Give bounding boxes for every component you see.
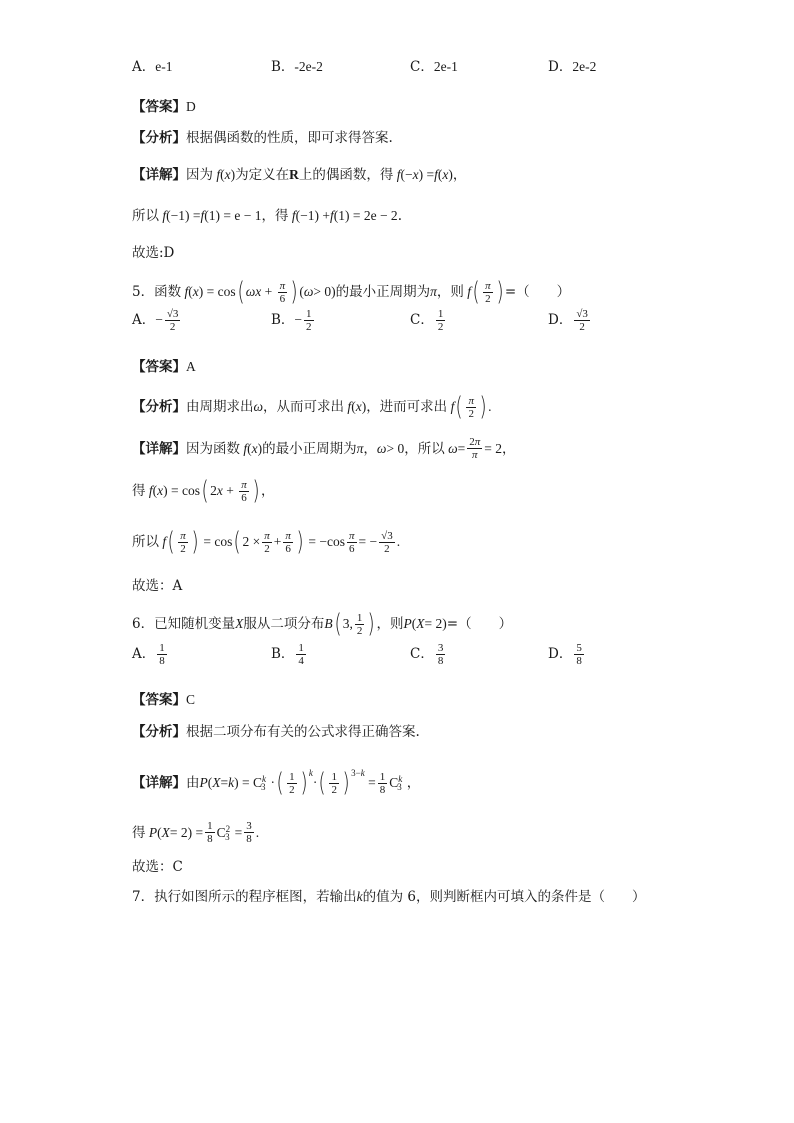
- q6-conclusion: 故选：C: [132, 859, 183, 875]
- q5-detail-line3: 所以 f ( $\frac{\pi}{2}$ ) = cos ( 2 × $\frac{\pi}{2}$ + $\frac{\pi}{6}$ ) = −cos $\frac{\pi}{6}$ = − $\frac{√3}{2}$ .: [132, 527, 401, 557]
- q4-conclusion: 故选:D: [132, 245, 175, 261]
- q6-option-d: D． $\frac{5}{8}$: [548, 641, 582, 667]
- q6-detail: 【详解】 由 P ( X = k ) = C $^k$ $_3$ · ( $\frac{1}{2}$ ) $^k$ · ( $\frac{1}{2}$ ) $^{3-k}$ = $\frac{1}{8}$ C $^k$ $_3$ ，: [132, 768, 421, 798]
- q5-conclusion: 故选：A: [132, 578, 183, 594]
- q5-option-a: A． − $\frac{√3}{2}$: [132, 307, 179, 333]
- q6-stem: 6．已知随机变量 X 服从二项分布 B ( 3, $\frac{1}{2}$ ) ，则 P ( X = 2) =（ ）: [132, 609, 513, 639]
- q6-option-a: A． $\frac{1}{8}$: [132, 641, 165, 667]
- q5-detail: 【详解】 因为函数 f ( x ) 的最小正周期为 π ， ω > 0 ，所以 ω = $\frac{2\pi}{\pi}$ = 2，: [132, 436, 516, 461]
- q6-detail-line2: 得 P ( X = 2) = $\frac{1}{8}$ C $^2$ $_3$ = $\frac{3}{8}$ .: [132, 820, 260, 845]
- q5-option-c: C． $\frac{1}{2}$: [410, 307, 444, 333]
- q4-option-d: D． 2e-2: [548, 59, 597, 75]
- q4-option-c: C． 2e-1: [410, 59, 458, 75]
- q4-detail: 【详解】 因为 f ( x ) 为定义在 R 上的偶函数，得 f (− x ) = f ( x )，: [132, 167, 467, 183]
- q6-option-b: B． $\frac{1}{4}$: [271, 641, 304, 667]
- q6-option-c: C． $\frac{3}{8}$: [410, 641, 444, 667]
- q4-option-b: B． -2e-2: [271, 59, 323, 75]
- q4-analysis: 【分析】 根据偶函数的性质，即可求得答案.: [132, 130, 393, 146]
- q5-option-d: D． $\frac{√3}{2}$: [548, 307, 588, 333]
- q4-detail-line2: 所以 f (−1) = f (1) = e − 1 ，得 f (−1) + f (1) = 2e − 2 .: [132, 208, 402, 224]
- q5-option-b: B． − $\frac{1}{2}$: [271, 307, 312, 333]
- q6-analysis: 【分析】 根据二项分布有关的公式求得正确答案.: [132, 724, 420, 740]
- q4-option-a: A． e-1: [132, 59, 173, 75]
- q7-stem: 7．执行如图所示的程序框图，若输出 k 的值为 6，则判断框内可填入的条件是（ ）: [132, 889, 646, 905]
- q5-stem: 5．函数 f ( x ) = cos ( ωx + $\frac{\pi}{6}$ ) ( ω > 0) 的最小正周期为 π ，则 f ( $\frac{\pi}{2}$ ) =（ ）: [132, 277, 571, 307]
- q5-detail-line2: 得 f ( x ) = cos ( 2 x + $\frac{\pi}{6}$ ) ，: [132, 476, 275, 506]
- q4-answer: 【答案】 D: [132, 99, 196, 115]
- q5-answer: 【答案】 A: [132, 359, 196, 375]
- q6-answer: 【答案】 C: [132, 692, 196, 708]
- q5-analysis: 【分析】 由周期求出 ω ，从而可求出 f ( x ) ，进而可求出 f ( $\frac{\pi}{2}$ ) .: [132, 392, 492, 422]
